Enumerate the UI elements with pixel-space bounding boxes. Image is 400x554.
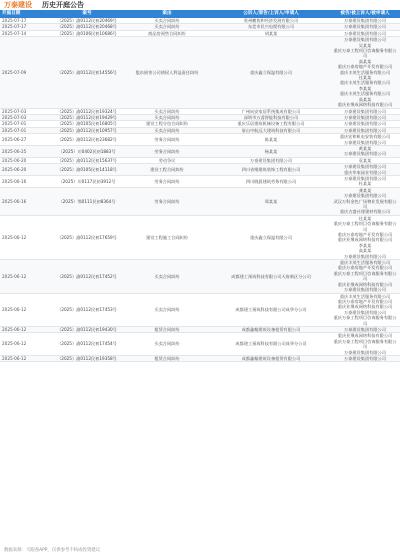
plaintiffs-cell <box>212 333 330 356</box>
defendant-name: 万泰建设集团有限公司 <box>344 18 386 23</box>
case-no-cell: （2025）渝0105民初16805号 <box>52 121 122 127</box>
plaintiff-name: 成都鑫翰建筑设备租赁有限公司 <box>241 326 301 332</box>
defendant-name: 重庆丰茂生活服务有限公司 <box>339 293 391 299</box>
case-no-cell: （2025）渝0112民初17659号 <box>52 215 122 259</box>
case-no-cell: （2025）渝0105民初14118号 <box>52 164 122 176</box>
case-no-cell: （2025）渝0106民初10686号 <box>52 30 122 36</box>
date-cell: 2025-06-12 <box>0 293 52 326</box>
table-row <box>0 134 400 146</box>
cause-cell: 商品房预售合同纠纷 <box>122 30 212 36</box>
cause-cell: 买卖合同纠纷 <box>122 114 212 120</box>
cause-cell: 买卖合同纠纷 <box>122 293 212 326</box>
defendant-name: 任某某 <box>358 75 372 81</box>
table-row <box>0 333 400 356</box>
defendants-cell <box>330 37 400 108</box>
case-no-cell: （2025）渝0112民初19324号 <box>52 108 122 114</box>
defendant-name: 万泰建设集团有限公司 <box>344 37 386 43</box>
plaintiffs-cell <box>212 175 330 187</box>
date-cell: 2025-07-09 <box>0 37 52 108</box>
defendant-name: 重庆业聚成网络科技有限公司 <box>337 281 393 287</box>
date-cell: 2025-06-27 <box>0 134 52 146</box>
plaintiffs-cell <box>212 293 330 326</box>
defendant-name: 万泰建设集团有限公司 <box>344 30 386 36</box>
plaintiff-name: 眉山中航远大建筑科技有限公司 <box>241 127 301 133</box>
case-no-cell: （2025）渝0112民初23682号 <box>52 134 122 146</box>
date-cell: 2025-06-12 <box>0 333 52 356</box>
defendant-name: 李某某 <box>358 242 372 248</box>
case-no-cell: （2025）鄂0111民初8364号 <box>52 187 122 215</box>
defendant-name: 万泰建设集团有限公司 <box>344 326 386 332</box>
table-row <box>0 145 400 157</box>
defendant-name: 重庆万泰房地产开发有限公司 <box>337 265 393 271</box>
date-cell: 2025-06-16 <box>0 175 52 187</box>
plaintiff-name: 胡某某 <box>264 30 278 36</box>
defendants-cell <box>330 164 400 176</box>
case-no-cell: （2025）川0402民初1883号 <box>52 145 122 157</box>
header-plaintiffs: 公诉人/原告/上诉人/申请人 <box>212 10 330 18</box>
cause-cell: 劳务合同纠纷 <box>122 175 212 187</box>
defendant-name: 重庆丰茂生活服务有限公司 <box>339 91 391 97</box>
defendant-name: 万泰建设集团有限公司 <box>344 108 386 114</box>
defendant-name: 万泰建设集团有限公司 <box>344 164 386 170</box>
table-row <box>0 37 400 108</box>
defendant-name: 万泰建设集团有限公司 <box>344 127 386 133</box>
case-no-cell: （2025）川0117民初3912号 <box>52 175 122 187</box>
case-no-cell: （2025）渝0112民初10957号 <box>52 127 122 133</box>
defendants-cell <box>330 145 400 157</box>
plaintiffs-cell <box>212 260 330 293</box>
case-no-cell: （2025）渝0112民初19429号 <box>52 114 122 120</box>
case-no-cell: （2025）渝0112民初20469号 <box>52 18 122 24</box>
cause-cell: 股东损害公司债权人利益责任纠纷 <box>122 37 212 108</box>
case-no-cell: （2025）渝0112民初20468号 <box>52 24 122 30</box>
date-cell: 2025-06-12 <box>0 355 52 361</box>
defendant-name: 高某某 <box>358 58 372 64</box>
cause-cell: 买卖合同纠纷 <box>122 108 212 114</box>
plaintiff-name: 重庆鑫立保温有限公司 <box>250 69 292 75</box>
defendant-name: 万泰建设集团有限公司 <box>344 139 386 145</box>
case-no-cell: （2025）渝0112民初15637号 <box>52 157 122 163</box>
defendants-cell <box>330 187 400 215</box>
defendant-name: 万泰建设集团有限公司 <box>344 121 386 127</box>
plaintiff-name: 成都建工预筑科技有限公司天府新区分公司 <box>231 273 311 279</box>
plaintiff-name: 重庆鑫立保温有限公司 <box>250 234 292 240</box>
case-no-cell: （2025）渝0112民初17454号 <box>52 333 122 356</box>
plaintiff-name: 重庆乐居建筑机械设备工程有限公司 <box>237 121 305 127</box>
plaintiffs-cell <box>212 215 330 259</box>
defendant-name: 吴某某 <box>358 42 372 48</box>
date-cell: 2025-07-03 <box>0 108 52 114</box>
cause-cell: 买卖合同纠纷 <box>122 18 212 24</box>
plaintiff-name: 万泰建设集团有限公司 <box>250 157 292 163</box>
plaintiff-name: 成都建工预筑科技有限公司成华分公司 <box>235 341 307 347</box>
defendants-cell <box>330 175 400 187</box>
case-no-cell: （2025）渝0112民初14556号 <box>52 37 122 108</box>
date-cell: 2025-06-20 <box>0 164 52 176</box>
table-row <box>0 175 400 187</box>
cause-cell: 租赁合同纠纷 <box>122 355 212 361</box>
plaintiff-name: 郑某某 <box>264 198 278 204</box>
cause-cell: 租赁合同纠纷 <box>122 326 212 332</box>
date-cell: 2025-07-17 <box>0 18 52 24</box>
defendant-name: 重庆万泰工程项目咨询服务有限公司 <box>333 48 397 59</box>
defendant-name: 万泰建设集团有限公司 <box>344 151 386 157</box>
defendant-name: 重庆业聚成网络科技有限公司 <box>337 102 393 108</box>
plaintiff-name: 成都鑫翰建筑设备租赁有限公司 <box>241 355 301 361</box>
date-cell: 2025-07-01 <box>0 127 52 133</box>
table-row <box>0 164 400 176</box>
defendant-name: 万泰建设集团有限公司 <box>344 114 386 120</box>
cause-cell: 劳务合同纠纷 <box>122 134 212 146</box>
defendant-name: 重庆万泰工程项目咨询服务有限公司 <box>333 221 397 232</box>
cause-cell: 建设工程分包合同纠纷 <box>122 121 212 127</box>
defendant-name: 万泰建设集团有限公司 <box>344 287 386 293</box>
plaintiff-name: 陈某某 <box>264 136 278 142</box>
defendant-name: 重庆业聚成网络科技有限公司 <box>337 237 393 243</box>
defendant-name: 重庆万泰房地产开发有限公司 <box>337 64 393 70</box>
plaintiffs-cell <box>212 187 330 215</box>
table-row <box>0 293 400 326</box>
defendant-name: 武汉万科金色广场物业发展有限公司 <box>333 198 397 209</box>
defendant-name: 重庆吉盛社建建材有限公司 <box>339 209 391 215</box>
date-cell: 2025-07-01 <box>0 121 52 127</box>
cause-cell: 买卖合同纠纷 <box>122 260 212 293</box>
cause-cell: 建设工程施工合同纠纷 <box>122 215 212 259</box>
defendants-cell <box>330 293 400 326</box>
defendants-cell <box>330 134 400 146</box>
defendant-name: 袁某某 <box>358 157 372 163</box>
defendant-name: 高某某 <box>358 96 372 102</box>
defendant-name: 黄某某 <box>358 145 372 151</box>
plaintiff-name: 深圳市万睿智能科技有限公司 <box>243 114 299 120</box>
defendant-name: 重庆丰茂生活服务有限公司 <box>339 80 391 86</box>
plaintiff-name: 东莞市民兴电缆有限公司 <box>247 24 295 30</box>
defendant-name: 重庆宏和机电安装有限公司 <box>339 134 391 140</box>
hearing-announcement-table <box>0 10 400 362</box>
cause-cell: 建设工程合同纠纷 <box>122 164 212 176</box>
date-cell: 2025-07-03 <box>0 114 52 120</box>
defendant-name: 重庆万泰工程项目咨询服务有限公司 <box>333 270 397 282</box>
date-cell: 2025-06-12 <box>0 326 52 332</box>
case-no-cell: （2025）渝0112民初17453号 <box>52 293 122 326</box>
table-header-row <box>0 10 400 18</box>
defendants-cell <box>330 333 400 356</box>
plaintiffs-cell <box>212 164 330 176</box>
plaintiffs-cell <box>212 145 330 157</box>
defendant-name: 万泰建设集团有限公司 <box>344 175 386 181</box>
plaintiff-name: 四川晓晨建筑劳务有限公司 <box>245 178 297 184</box>
defendants-cell <box>330 260 400 293</box>
defendant-name: 万泰建设集团有限公司 <box>344 193 386 199</box>
case-no-cell: （2025）渝0112民初19358号 <box>52 355 122 361</box>
plaintiff-name: 贵州鹏协和经济发展有限公司 <box>243 18 299 23</box>
table-row <box>0 260 400 293</box>
page-title: 历史开庭公告 <box>42 1 84 9</box>
header-defendants: 被告/被上诉人/被申请人 <box>330 10 400 18</box>
cause-cell: 买卖合同纠纷 <box>122 333 212 356</box>
defendant-name: 高某某 <box>358 248 372 254</box>
header-date: 开庭日期 <box>0 10 52 18</box>
table-row <box>0 215 400 259</box>
defendant-name: 李某某 <box>358 85 372 91</box>
table-row <box>0 355 400 361</box>
date-cell: 2025-06-20 <box>0 157 52 163</box>
defendant-name: 万泰建设集团有限公司 <box>344 253 386 259</box>
date-cell: 2025-07-17 <box>0 24 52 30</box>
footer-note: 数据来源：天眼查APP，仅供参考不构成投资建议 <box>0 545 400 554</box>
cause-cell: 劳务合同纠纷 <box>122 145 212 157</box>
defendant-name: 龚某某 <box>358 187 372 193</box>
date-cell: 2025-07-14 <box>0 30 52 36</box>
header-cause: 案由 <box>122 10 212 18</box>
defendant-name: 万泰建设集团有限公司 <box>344 349 386 355</box>
cause-cell: 劳动争议 <box>122 157 212 163</box>
defendant-name: 重庆万泰工程项目咨询服务有限公司 <box>333 338 397 350</box>
cause-cell: 劳务合同纠纷 <box>122 187 212 215</box>
plaintiff-name: 四川省维建筑装饰工程有限公司 <box>241 166 301 172</box>
defendant-name: 重庆华家园业有限公司 <box>344 169 386 175</box>
defendant-name: 重庆丰茂生活服务有限公司 <box>339 69 391 75</box>
defendant-name: 万泰建设集团有限公司 <box>344 355 386 361</box>
defendant-name: 任某某 <box>358 215 372 221</box>
defendant-name: 重庆丰茂生活服务有限公司 <box>339 260 391 266</box>
plaintiff-name: 杨某某 <box>264 148 278 154</box>
defendant-name: 重庆业聚成网络科技有限公司 <box>337 304 393 310</box>
case-no-cell: （2025）渝0112民初17452号 <box>52 260 122 293</box>
date-cell: 2025-06-12 <box>0 260 52 293</box>
header-case-no: 案号 <box>52 10 122 18</box>
defendant-name: 万泰建设集团有限公司 <box>344 24 386 30</box>
date-cell: 2025-06-16 <box>0 187 52 215</box>
top-bar <box>0 0 400 10</box>
date-cell: 2025-06-25 <box>0 145 52 157</box>
defendants-cell <box>330 215 400 259</box>
cause-cell: 买卖合同纠纷 <box>122 24 212 30</box>
defendant-name: 杜某某 <box>358 181 372 187</box>
case-no-cell: （2025）渝0112民初19430号 <box>52 326 122 332</box>
defendant-name: 重庆万泰房地产开发有限公司 <box>337 232 393 238</box>
defendant-name: 万泰建设集团有限公司 <box>344 309 386 315</box>
date-cell: 2025-06-12 <box>0 215 52 259</box>
plaintiffs-cell <box>212 355 330 361</box>
table-row <box>0 187 400 215</box>
defendants-cell <box>330 355 400 361</box>
defendant-name: 重庆业聚成网络科技有限公司 <box>337 333 393 339</box>
table-body <box>0 18 400 362</box>
plaintiff-name: 广州向安家居系统集成有限公司 <box>241 108 301 114</box>
defendant-name: 重庆万泰工程项目咨询服务有限公司 <box>333 315 397 326</box>
plaintiffs-cell <box>212 134 330 146</box>
plaintiffs-cell <box>212 37 330 108</box>
plaintiff-name: 成都建工预筑科技有限公司成华分公司 <box>235 307 307 313</box>
cause-cell: 买卖合同纠纷 <box>122 127 212 133</box>
brand-logo-text: 万泰建设 <box>4 1 32 9</box>
defendant-name: 重庆万泰房地产开发有限公司 <box>337 298 393 304</box>
